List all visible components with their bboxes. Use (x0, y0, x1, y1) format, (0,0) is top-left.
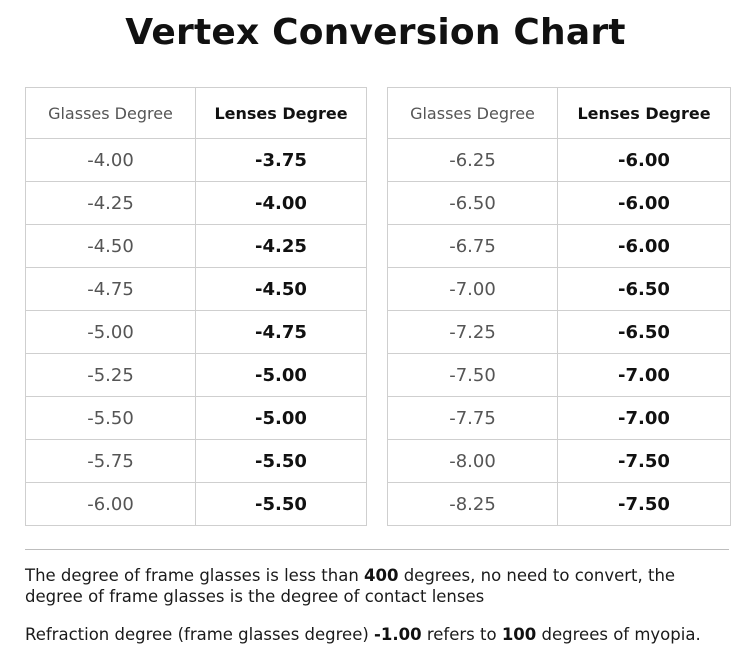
conversion-note (25, 565, 735, 607)
table-row (388, 440, 731, 483)
lenses-degree-cell: -7.50 (558, 483, 731, 526)
table-row (26, 139, 367, 182)
lenses-degree-cell: -4.50 (196, 268, 367, 311)
table-row (26, 483, 367, 526)
lenses-degree-cell: -7.00 (558, 397, 731, 440)
lenses-degree-cell: -6.00 (558, 225, 731, 268)
note-number: 400 (364, 566, 399, 585)
glasses-degree-cell: -5.00 (26, 311, 196, 354)
note-text: Refraction degree (frame glasses degree) (25, 625, 375, 644)
table-row (388, 397, 731, 440)
glasses-degree-cell: -4.00 (26, 139, 196, 182)
glasses-degree-cell: -8.25 (388, 483, 558, 526)
lenses-degree-header: Lenses Degree (196, 88, 367, 139)
lenses-degree-cell: -6.50 (558, 311, 731, 354)
glasses-degree-header: Glasses Degree (26, 88, 196, 139)
note-number: 100 (501, 625, 537, 644)
page-title: Vertex Conversion Chart (125, 12, 626, 53)
lenses-degree-header: Lenses Degree (558, 88, 731, 139)
lenses-degree-cell: -5.50 (196, 440, 367, 483)
table-row (388, 268, 731, 311)
note-text: degrees of myopia. (536, 625, 701, 644)
divider (25, 549, 729, 550)
glasses-degree-cell: -4.75 (26, 268, 196, 311)
glasses-degree-cell: -7.75 (388, 397, 558, 440)
conversion-table-right (387, 87, 731, 526)
glasses-degree-cell: -6.00 (26, 483, 196, 526)
table-row (26, 182, 367, 225)
lenses-degree-cell: -5.50 (196, 483, 367, 526)
refraction-note (25, 624, 751, 645)
table-row (26, 225, 367, 268)
glasses-degree-cell: -7.50 (388, 354, 558, 397)
glasses-degree-cell: -5.25 (26, 354, 196, 397)
glasses-degree-header: Glasses Degree (388, 88, 558, 139)
lenses-degree-cell: -4.00 (196, 182, 367, 225)
glasses-degree-cell: -6.50 (388, 182, 558, 225)
table-row (26, 440, 367, 483)
table-row (388, 225, 731, 268)
table-header-row (26, 88, 367, 139)
table-row (26, 397, 367, 440)
lenses-degree-cell: -4.75 (196, 311, 367, 354)
lenses-degree-cell: -3.75 (196, 139, 367, 182)
note-text: degrees, no need to convert, the degree of frame glasses is the degree of contact lenses (25, 566, 676, 606)
glasses-degree-cell: -4.50 (26, 225, 196, 268)
glasses-degree-cell: -6.25 (388, 139, 558, 182)
glasses-degree-cell: -7.00 (388, 268, 558, 311)
note-text: refers to (421, 625, 502, 644)
note-degree-value: -1.00 (374, 625, 422, 644)
lenses-degree-cell: -5.00 (196, 397, 367, 440)
conversion-table-left (25, 87, 367, 526)
lenses-degree-cell: -6.00 (558, 182, 731, 225)
table-header-row (388, 88, 731, 139)
lenses-degree-cell: -7.00 (558, 354, 731, 397)
table-row (388, 483, 731, 526)
glasses-degree-cell: -4.25 (26, 182, 196, 225)
glasses-degree-cell: -5.50 (26, 397, 196, 440)
glasses-degree-cell: -8.00 (388, 440, 558, 483)
table-body-right (388, 88, 731, 526)
table-row (26, 311, 367, 354)
table-row (388, 182, 731, 225)
lenses-degree-cell: -4.25 (196, 225, 367, 268)
glasses-degree-cell: -5.75 (26, 440, 196, 483)
lenses-degree-cell: -5.00 (196, 354, 367, 397)
lenses-degree-cell: -6.50 (558, 268, 731, 311)
table-body-left (26, 88, 367, 526)
table-row (26, 354, 367, 397)
table-row (388, 311, 731, 354)
glasses-degree-cell: -6.75 (388, 225, 558, 268)
table-row (388, 354, 731, 397)
lenses-degree-cell: -6.00 (558, 139, 731, 182)
glasses-degree-cell: -7.25 (388, 311, 558, 354)
table-row (26, 268, 367, 311)
note-text: The degree of frame glasses is less than (25, 566, 365, 585)
table-row (388, 139, 731, 182)
lenses-degree-cell: -7.50 (558, 440, 731, 483)
